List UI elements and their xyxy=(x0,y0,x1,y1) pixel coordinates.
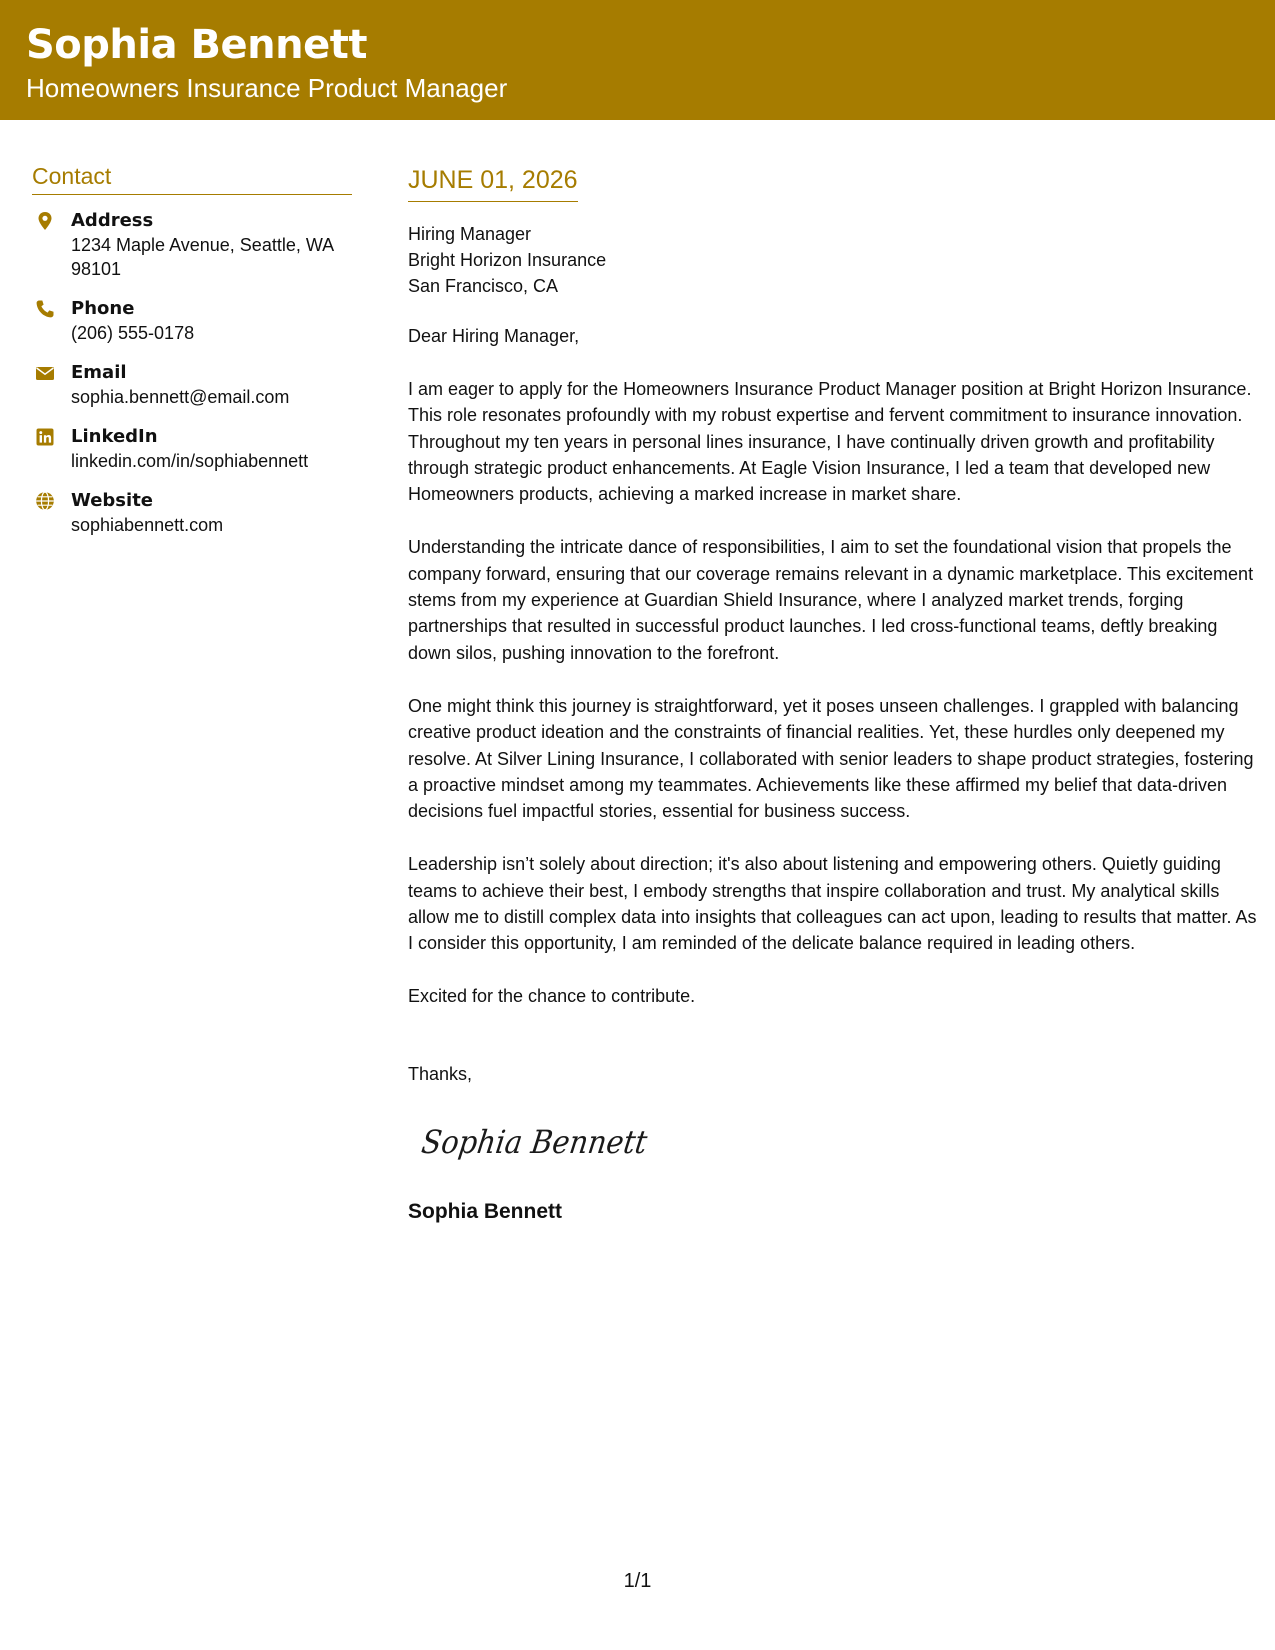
contact-item-address xyxy=(32,209,352,281)
body-paragraph: Leadership isn’t solely about direction; it's also about listening and empowering others. Quietly guiding teams to achieve their best, I embody strengths that inspire collaboration and trust. My analytical skills allow me to distill complex data into insights that colleagues can act upon, leading to results that matter. As I consider this opportunity, I am reminded of the delicate balance required in leading others. xyxy=(408,854,1257,954)
applicant-role: Homeowners Insurance Product Manager xyxy=(26,73,508,103)
contact-label: Address xyxy=(71,210,154,231)
map-pin-icon xyxy=(35,211,55,231)
closing-line: Excited for the chance to contribute. xyxy=(408,985,696,1006)
envelope-icon xyxy=(35,363,55,383)
body-paragraph: I am eager to apply for the Homeowners Insurance Product Manager position at Bright Horizon Insurance. This role resonates profoundly with my robust expertise and fervent commitment to insurance innovation. Throughout my ten years in personal lines insurance, I have continually driven growth and profitability through strategic product enhancements. At Eagle Vision Insurance, I led a team that developed new Homeowners products, achieving a marked increase in market share. xyxy=(408,379,1252,505)
contact-value: sophia.bennett@email.com xyxy=(71,387,290,407)
contact-value: 1234 Maple Avenue, Seattle, WA 98101 xyxy=(71,235,334,279)
contact-list xyxy=(32,209,352,537)
signer-name: Sophia Bennett xyxy=(408,1199,563,1223)
linkedin-icon xyxy=(35,427,55,447)
svg-text:Sophia Bennett: Sophia Bennett xyxy=(420,1122,660,1161)
contact-sidebar xyxy=(32,163,352,553)
contact-section-title: Contact xyxy=(32,163,352,195)
body-paragraph: Understanding the intricate dance of responsibilities, I aim to set the foundational vision that propels the company forward, ensuring that our coverage remains relevant in a dynamic marketplace. This excitement stems from my experience at Guardian Shield Insurance, where I analyzed market trends, forging partnerships that resulted in successful product launches. I led cross-functional teams, deftly breaking down silos, pushing innovation to the forefront. xyxy=(408,537,1254,663)
contact-value: sophiabennett.com xyxy=(71,515,224,535)
salutation: Dear Hiring Manager, xyxy=(408,326,580,346)
phone-icon xyxy=(35,299,55,319)
handwritten-signature xyxy=(420,1113,660,1173)
contact-value: (206) 555-0178 xyxy=(71,323,195,343)
contact-item-email xyxy=(32,361,352,409)
contact-label: LinkedIn xyxy=(71,426,158,447)
applicant-name: Sophia Bennett xyxy=(26,22,367,68)
contact-item-website xyxy=(32,489,352,537)
recipient-line: Bright Horizon Insurance xyxy=(408,250,607,270)
page-header xyxy=(0,0,1275,120)
contact-value: linkedin.com/in/sophiabennett xyxy=(71,451,309,471)
contact-label: Website xyxy=(71,490,154,511)
contact-item-phone xyxy=(32,297,352,345)
contact-item-linkedin xyxy=(32,425,352,473)
globe-icon xyxy=(35,491,55,511)
recipient-block xyxy=(408,221,1258,299)
body-paragraph: One might think this journey is straightforward, yet it poses unseen challenges. I grappled with balancing creative product ideation and the constraints of financial realities. Yet, these hurdles only deepened my resolve. At Silver Lining Insurance, I collaborated with senior leaders to shape product strategies, fostering a proactive mindset among my teammates. Achievements like these affirmed my belief that data-driven decisions fuel impactful stories, essential for business success. xyxy=(408,695,1254,822)
contact-label: Phone xyxy=(71,298,135,319)
contact-label: Email xyxy=(71,362,127,383)
recipient-line: San Francisco, CA xyxy=(408,276,559,296)
recipient-line: Hiring Manager xyxy=(408,224,532,244)
page-number: 1/1 xyxy=(623,1570,652,1592)
signoff: Thanks, xyxy=(408,1063,473,1084)
letter-date: JUNE 01, 2026 xyxy=(408,166,578,202)
letter-body xyxy=(408,166,1258,1226)
